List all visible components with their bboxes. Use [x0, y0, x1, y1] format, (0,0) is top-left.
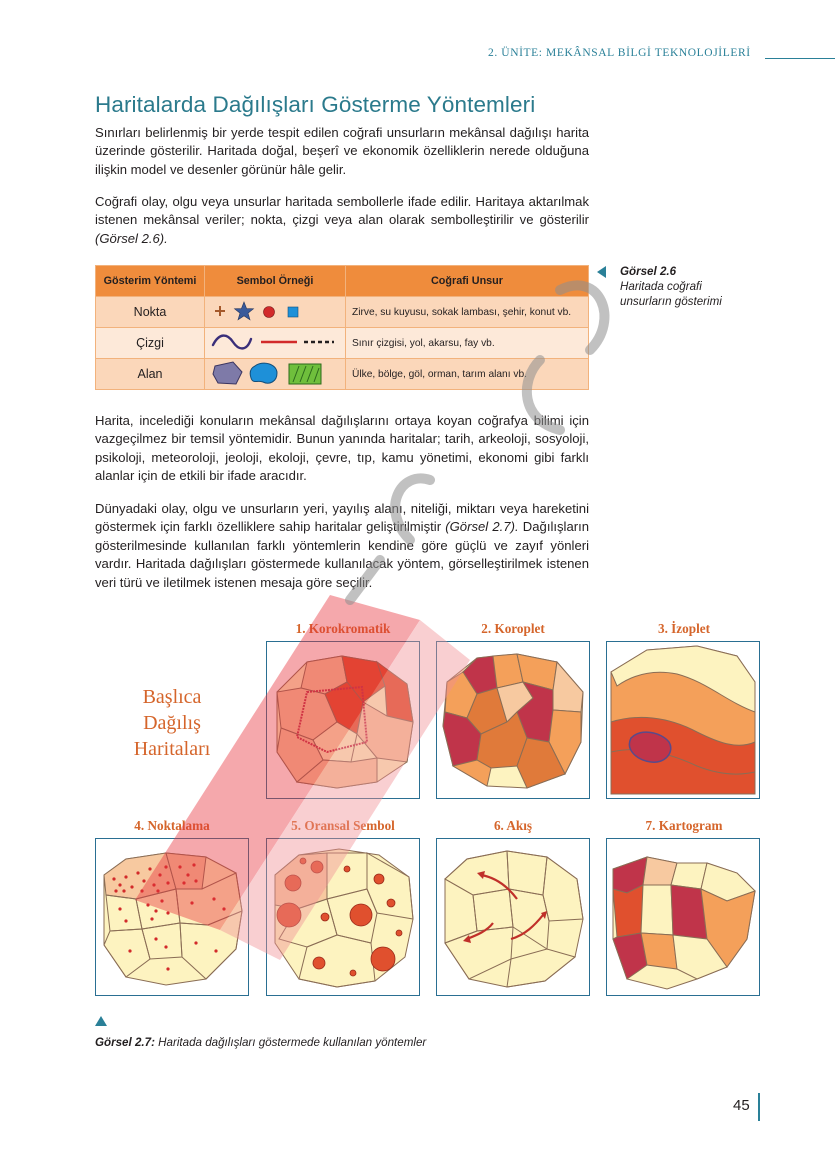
caption-2-6-line1: Haritada coğrafi	[620, 280, 702, 293]
table-header-feature: Coğrafi Unsur	[346, 266, 589, 297]
paragraph-4-text-b: Dağılışların gösterilmesinde kullanılan farklı yöntemlerin kendine göre güçlü ve zayıf yönleri vardır. Haritada dağılışları göstermede kullanılacak yöntem, görselleştirilmek istenen veri türü ve iletilmek istenen mesaja göre seçilir.	[95, 519, 590, 590]
line-symbols	[205, 328, 346, 359]
map-koroplet	[436, 641, 590, 799]
caption-2-7-label: Görsel 2.7:	[95, 1036, 155, 1049]
point-symbols	[205, 297, 346, 328]
desc-area: Ülke, bölge, göl, orman, tarım alanı vb.	[346, 359, 589, 390]
square-icon	[288, 307, 298, 317]
star-icon	[235, 302, 254, 320]
map-label-kartogram: 7. Kartogram	[645, 818, 723, 833]
paragraph-2-text: Coğrafi olay, olgu veya unsurlar haritada sembollerle ifade edilir. Haritaya aktarılmak istenen mekânsal veriler; nokta, çizgi veya alan olarak sembolleştirilir ve gösterilir	[95, 194, 589, 228]
caption-2-6	[620, 264, 722, 309]
field-area-icon	[289, 364, 321, 384]
table-row	[96, 359, 589, 390]
lake-area-icon	[250, 363, 277, 383]
map-oransal-sembol	[266, 838, 420, 996]
map-korokromatik	[266, 641, 420, 799]
caption-2-7-arrow-icon	[95, 1016, 107, 1026]
maps-heading-line3: Haritaları	[133, 738, 211, 760]
page-number: 45	[733, 1097, 750, 1114]
caption-2-6-label: Görsel 2.6	[620, 265, 677, 278]
symbol-table	[95, 265, 589, 390]
caption-2-7-text: Haritada dağılışları göstermede kullanılan yöntemler	[158, 1036, 427, 1049]
method-line: Çizgi	[96, 328, 205, 359]
paragraph-1: Sınırları belirlenmiş bir yerde tespit edilen coğrafi unsurların mekânsal dağılışı harita üzerinde gösterilir. Haritada doğal, beşerî ve ekonomik özelliklerin nerede olduğuna ilişkin model ve desenler görünür hâle gelir.	[95, 125, 589, 177]
map-label-korokromatik: 1. Korokromatik	[295, 621, 391, 636]
maps-heading	[112, 684, 232, 762]
area-symbols	[205, 359, 346, 390]
paragraph-3: Harita, incelediği konuların mekânsal dağılışlarını ortaya koyan coğrafya bilimi için vazgeçilmez bir temsil yöntemidir. Bunun yanında haritalar; tarih, arkeoloji, sosyoloji, psikoloji, meteoroloji, jeoloji, ekoloji, çevre, tıp, kamu yönetimi, ekonomi gibi farklı alanlar için de etkili bir ifade aracıdır.	[95, 413, 589, 484]
polygon-area-icon	[213, 362, 242, 384]
paragraph-4	[95, 500, 589, 592]
map-noktalama	[95, 838, 249, 996]
paragraph-2	[95, 193, 589, 248]
header-rule	[765, 58, 835, 59]
desc-point: Zirve, su kuyusu, sokak lambası, şehir, konut vb.	[346, 297, 589, 328]
paragraph-4-text-a: Dünyadaki olay, olgu ve unsurların yeri, yayılış alanı, niteliği, miktarı veya hareketini göstermek için farklı özelliklere sahip haritalar geliştirilmiştir	[95, 501, 589, 535]
caption-2-6-line2: unsurların gösterimi	[620, 295, 722, 308]
maps-heading-line1: Başlıca	[142, 686, 202, 708]
map-label-koroplet: 2. Koroplet	[481, 621, 545, 636]
caption-arrow-icon	[597, 266, 606, 278]
plus-icon	[215, 306, 225, 316]
table-row	[96, 328, 589, 359]
map-label-oransal-sembol: 5. Oransal Sembol	[291, 818, 395, 833]
map-label-akis: 6. Akış	[493, 818, 533, 833]
maps-heading-line2: Dağılış	[143, 712, 201, 734]
section-title: Haritalarda Dağılışları Gösterme Yöntemleri	[95, 92, 536, 117]
table-row	[96, 297, 589, 328]
caption-2-7	[95, 1036, 426, 1049]
map-akis	[436, 838, 590, 996]
desc-line: Sınır çizgisi, yol, akarsu, fay vb.	[346, 328, 589, 359]
map-kartogram	[606, 838, 760, 996]
map-label-noktalama: 4. Noktalama	[134, 818, 210, 833]
dot-icon	[264, 306, 275, 317]
table-header-method: Gösterim Yöntemi	[96, 266, 205, 297]
figure-ref-2-6: (Görsel 2.6).	[95, 230, 168, 246]
method-area: Alan	[96, 359, 205, 390]
map-izoplet	[606, 641, 760, 799]
table-header-symbol: Sembol Örneği	[205, 266, 346, 297]
page-number-rule	[758, 1093, 760, 1121]
unit-header: 2. ÜNİTE: MEKÂNSAL BİLGİ TEKNOLOJİLERİ	[488, 47, 751, 59]
wave-line-icon	[213, 335, 251, 348]
figure-ref-2-7: (Görsel 2.7).	[445, 519, 519, 535]
method-point: Nokta	[96, 297, 205, 328]
table-header-row	[96, 266, 589, 297]
map-label-izoplet: 3. İzoplet	[657, 621, 710, 636]
